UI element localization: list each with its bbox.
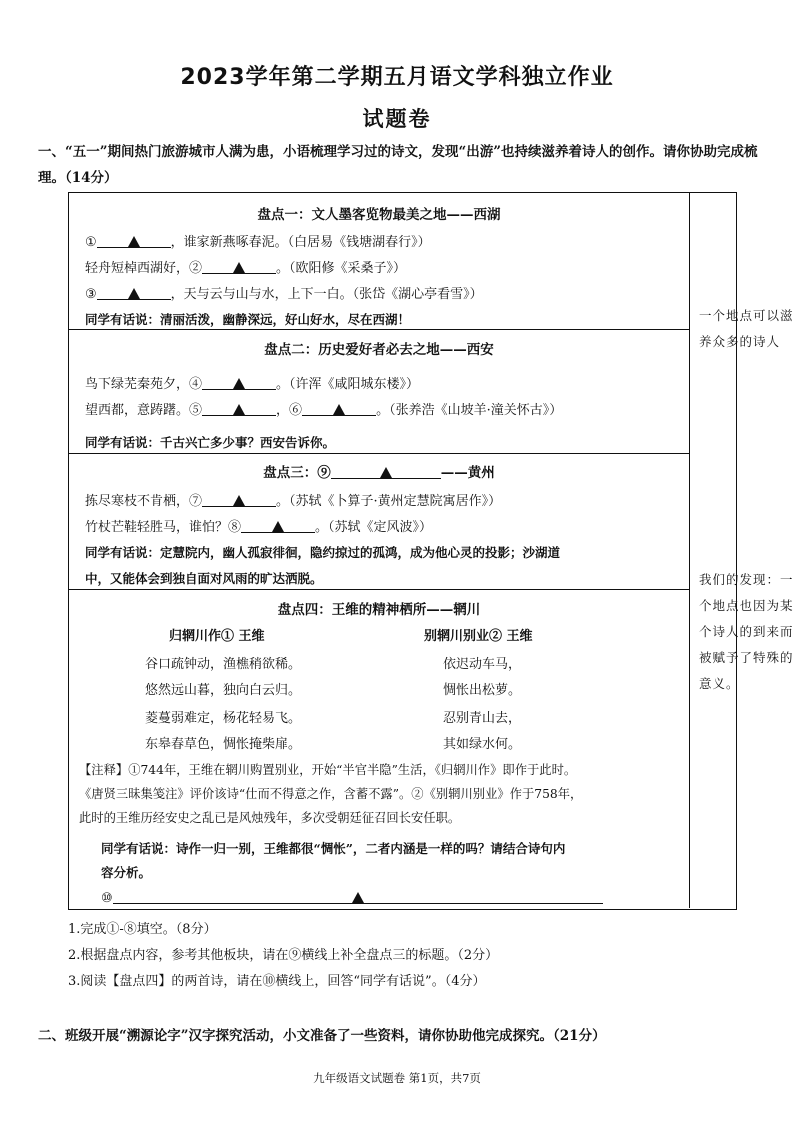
title-text: 盘点三：	[263, 465, 318, 481]
line-text: 鸟下绿芜秦苑夕，	[85, 377, 190, 392]
blank-number: ①	[85, 235, 97, 250]
spot2-line2	[85, 399, 562, 418]
triangle-marker-icon	[233, 378, 245, 389]
spot3-line1	[85, 490, 501, 509]
blank-number: ⑩	[101, 891, 113, 906]
answer-blank-10[interactable]	[113, 889, 603, 904]
answer-blank-1[interactable]	[97, 233, 171, 248]
exam-title: 2023学年第二学期五月语文学科独立作业	[180, 65, 614, 90]
spot4-comment-2: 容分析。	[101, 865, 152, 880]
poem1-line: 悠然远山暮，独向白云归。	[145, 683, 302, 698]
poem1-line: 菱蔓弱难定，杨花轻易飞。	[145, 711, 302, 726]
spot1-line3	[85, 283, 483, 302]
answer-blank-5[interactable]	[202, 401, 276, 416]
spot4-title: 盘点四：王维的精神栖所——辋川	[277, 602, 481, 618]
answer-blank-3[interactable]	[97, 285, 171, 300]
triangle-marker-icon	[380, 467, 392, 478]
answer-blank-8[interactable]	[241, 518, 315, 533]
spot3-comment-2: 中，又能体会到独自面对风雨的旷达洒脱。	[85, 571, 323, 586]
line-text: ，谁家新燕啄春泥。（白居易《钱塘湖春行》）	[170, 235, 431, 250]
answer-blank-7[interactable]	[202, 492, 276, 507]
poem2-title: 别辋川别业② 王维	[424, 629, 533, 644]
side-note-2: 我们的发现：一个地点也因为某个诗人的到来而被赋予了特殊的意义。	[699, 572, 794, 691]
spot3-title	[69, 461, 689, 481]
annotation-line-2: 《唐贤三昧集笺注》评价该诗“仕而不得意之作，含蓄不露”。②《别辋川别业》作于758年，	[79, 787, 583, 801]
spot3-line2	[85, 516, 432, 535]
line-text: 轻舟短棹西湖好，	[85, 261, 190, 276]
question-1: 1.完成①-⑧填空。（8分）	[68, 922, 217, 937]
spot2-line1	[85, 373, 419, 392]
poem2-line: 其如绿水何。	[443, 737, 522, 752]
blank-number: ⑨	[317, 465, 331, 481]
spot4-answer-line	[101, 889, 603, 906]
poem1-line: 东皋春草色，惆怅掩柴扉。	[145, 737, 302, 752]
line-text: 。（欧阳修《采桑子》）	[276, 261, 407, 276]
line-text: 。（苏轼《卜算子·黄州定慧院寓居作》）	[276, 494, 502, 509]
spot1-comment: 同学有话说：清丽活泼，幽静深远，好山好水，尽在西湖！	[85, 312, 411, 327]
answer-blank-6[interactable]	[302, 401, 376, 416]
answer-blank-2[interactable]	[202, 259, 276, 274]
blank-number: ③	[85, 287, 97, 302]
question-3: 3.阅读【盘点四】的两首诗，请在⑩横线上，回答“同学有话说”。（4分）	[68, 974, 486, 989]
blank-number: ⑦	[189, 494, 203, 509]
blank-number: ②	[189, 261, 203, 276]
annotation-line-1: 【注释】①744年，王维在辋川购置别业，开始“半官半隐”生活，《归辋川作》即作于此时。	[79, 763, 577, 777]
answer-blank-4[interactable]	[202, 375, 276, 390]
spot3-comment-1: 同学有话说：定慧院内，幽人孤寂徘徊，隐约掠过的孤鸿，成为他心灵的投影；沙湖道	[85, 545, 561, 560]
triangle-marker-icon	[333, 404, 345, 415]
spot2-comment: 同学有话说：千古兴亡多少事？西安告诉你。	[85, 435, 336, 450]
poem1-title: 归辋川作① 王维	[169, 629, 265, 644]
triangle-marker-icon	[233, 495, 245, 506]
spot2-title: 盘点二：历史爱好者必去之地——西安	[264, 342, 494, 358]
annotation-line-3: 此时的王维历经安史之乱已是风烛残年，多次受朝廷征召回长安任职。	[79, 811, 461, 825]
triangle-marker-icon	[233, 404, 245, 415]
triangle-marker-icon	[128, 288, 140, 299]
poem2-line: 依迟动车马，	[443, 657, 522, 672]
spot1-line1	[85, 231, 431, 250]
spot4-comment-1: 同学有话说：诗作一归一别，王维都很“惆怅”，二者内涵是一样的吗？请结合诗句内	[101, 841, 566, 856]
row-divider	[69, 589, 689, 590]
blank-number: ⑤	[189, 403, 203, 418]
page-footer: 九年级语文试题卷 第1页，共7页	[313, 1071, 481, 1085]
line-text: 竹杖芒鞋轻胜马，谁怕？	[85, 520, 229, 535]
triangle-marker-icon	[128, 236, 140, 247]
triangle-marker-icon	[272, 521, 284, 532]
review-table	[68, 192, 794, 910]
poem2-line: 忍别青山去，	[443, 711, 522, 726]
section2-intro: 二、班级开展“溯源论字”汉字探究活动，小文准备了一些资料，请你协助他完成探究。（21分）	[38, 1028, 606, 1044]
line-text: 。（苏轼《定风波》）	[315, 520, 433, 535]
blank-number: ⑧	[228, 520, 242, 535]
poem1-line: 谷口疏钟动，渔樵稍欲稀。	[145, 657, 302, 672]
blank-number: ⑥	[289, 403, 303, 418]
section1-intro: 一、“五一”期间热门旅游城市人满为患，小语梳理学习过的诗文，发现“出游”也持续滋养着诗人的创作。请你协助完成梳理。（14分）	[38, 144, 758, 186]
line-text: 拣尽寒枝不肯栖，	[85, 494, 190, 509]
poem2-line: 惆怅出松萝。	[443, 683, 522, 698]
exam-subtitle: 试题卷	[362, 107, 432, 131]
line-text: 。（许浑《咸阳城东楼》）	[276, 377, 420, 392]
blank-number: ④	[189, 377, 203, 392]
line-text: ，天与云与山与水，上下一白。（张岱《湖心亭看雪》）	[170, 287, 483, 302]
triangle-marker-icon	[233, 262, 245, 273]
column-divider	[689, 193, 690, 908]
row-divider	[69, 329, 689, 330]
spot1-title: 盘点一：文人墨客览物最美之地——西湖	[257, 207, 501, 223]
spot1-line2	[85, 257, 406, 276]
line-text: 。（张养浩《山坡羊·潼关怀古》）	[376, 403, 563, 418]
row-divider	[69, 453, 689, 454]
title-text: ——黄州	[440, 465, 495, 481]
answer-blank-9[interactable]	[331, 464, 441, 479]
side-note-1: 一个地点可以滋养众多的诗人	[699, 308, 794, 349]
line-text: ，	[276, 403, 290, 418]
line-text: 望西都，意踌躇。	[85, 403, 190, 418]
question-2: 2.根据盘点内容，参考其他板块，请在⑨横线上补全盘点三的标题。（2分）	[68, 948, 499, 963]
triangle-marker-icon	[352, 892, 364, 903]
